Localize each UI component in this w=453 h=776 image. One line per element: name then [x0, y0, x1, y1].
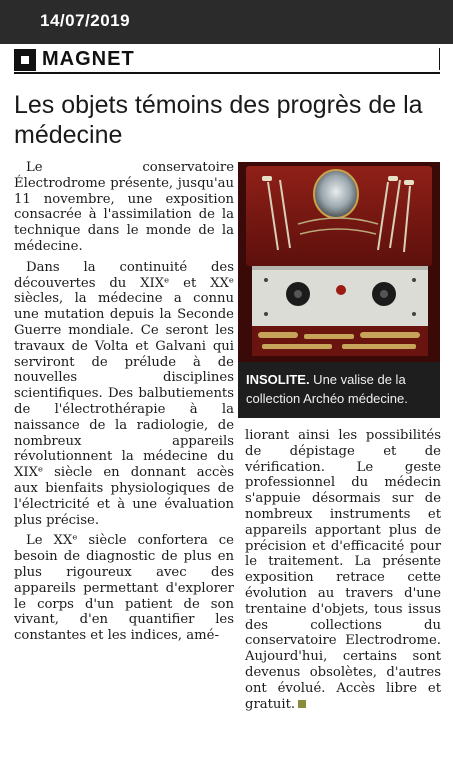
- caption-keyword: INSOLITE.: [246, 372, 310, 387]
- medical-case-illustration: [238, 162, 440, 362]
- photo-caption: [238, 362, 440, 418]
- rubric-label: MAGNET: [42, 48, 135, 70]
- date-bar: [0, 0, 453, 44]
- rubric-square-icon: [14, 49, 36, 71]
- section-rubric: [14, 48, 440, 74]
- paragraph-4: [245, 428, 441, 712]
- rubric-divider: [439, 48, 440, 70]
- caption-text: Une valise de la collection Archéo médecine.: [246, 372, 408, 406]
- article-photo: [238, 162, 440, 362]
- paragraph-2: Dans la continuité des découvertes du XIXᵉ et XXᵉ siècles, la médecine a connu une mutation depuis la Seconde Guerre mondiale. Ce seront les travaux de Volta et Galvani qui serviront de prélude à de nouvelles disciplines scientifiques. Des balbutiements de l'électrothérapie à la naissance de la radiologie, de nombreux appareils révolutionnent la médecine du XIXᵉ siècle en donnant accès aux bienfaits physiologiques de l'électricité et à une évaluation plus précise.: [14, 259, 234, 528]
- end-of-article-square-icon: [298, 700, 306, 708]
- paragraph-4-text: liorant ainsi les possibilités de dépistage et de vérification. Le geste professionnel du médecin s'appuie désormais sur de nombreux instruments et appareils apportant plus de précision et d'efficacité pour le traitement. La présente exposition retrace cette évolution au travers d'une trentaine d'objets, tous issus des collections du conservatoire Electrodrome. Aujourd'hui, certains sont devenus obsolètes, d'autres ont évolué. Accès libre et gratuit.: [245, 428, 441, 712]
- paragraph-1: Le conservatoire Électrodrome présente, jusqu'au 11 novembre, une exposition consacrée à l'assimilation de la technique dans le monde de la médecine.: [14, 160, 234, 254]
- publication-date: 14/07/2019: [40, 11, 131, 30]
- paragraph-3: Le XXᵉ siècle confortera ce besoin de diagnostic de plus en plus rigoureux avec des appareils permettant d'explorer le corps d'un patient de son vivant, d'en quantifier les constantes et les indices, amé-: [14, 533, 234, 644]
- article-headline: Les objets témoins des progrès de la médecine: [14, 91, 423, 149]
- article-column-2: [245, 428, 441, 772]
- article-column-1: [14, 160, 234, 772]
